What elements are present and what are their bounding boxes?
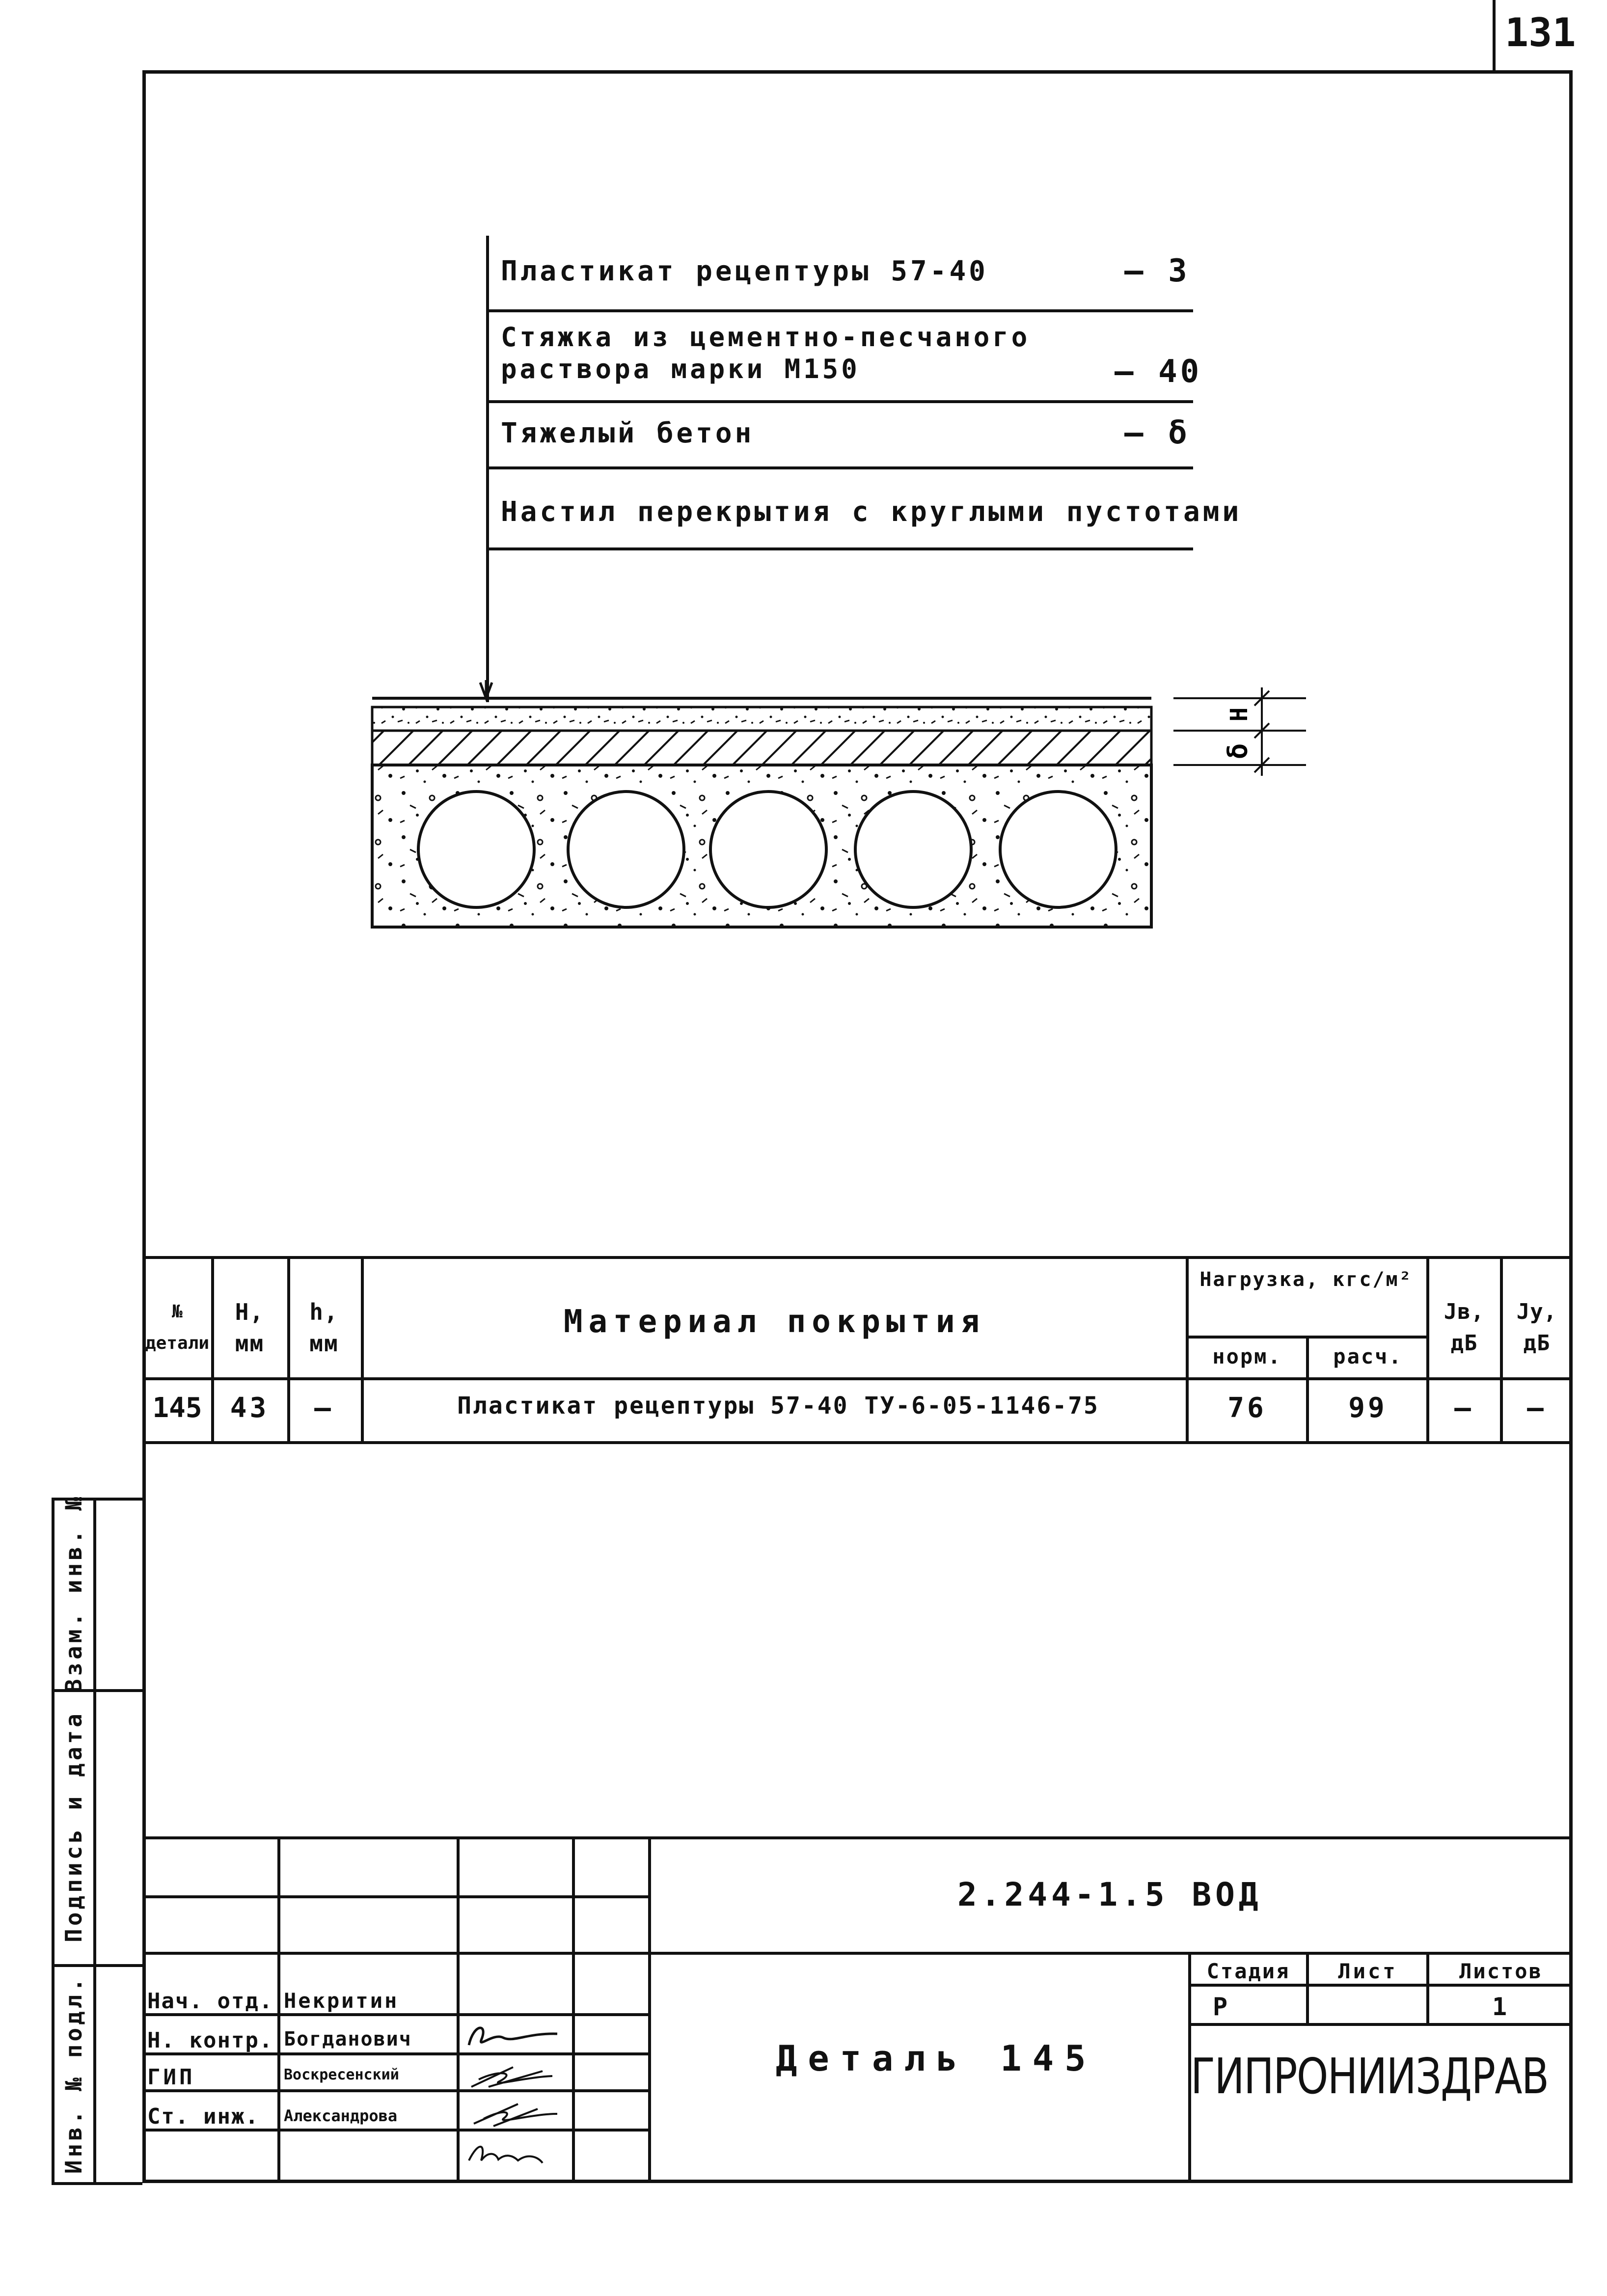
- sheets-value: 1: [1492, 1993, 1510, 2021]
- sig-role-1: Нач. отд.: [147, 1989, 273, 2014]
- layer-2-thickness: — 40: [1115, 354, 1202, 390]
- legend-rule-4: [486, 547, 1193, 550]
- header-jy: Jу, дБ: [1516, 1299, 1557, 1356]
- screed-layer: [372, 707, 1151, 731]
- sig-name-1: Некритин: [284, 1989, 399, 2013]
- title-block-mid-rule: [648, 1952, 1573, 1955]
- page-number-divider: [1493, 0, 1496, 71]
- cell-H: 43: [230, 1392, 270, 1424]
- page-number: 131: [1505, 10, 1576, 55]
- layer-1-thickness: — 3: [1124, 253, 1190, 289]
- sheet-label: Лист: [1338, 1959, 1398, 1983]
- header-h: h, мм: [309, 1299, 339, 1357]
- cell-jy: —: [1527, 1392, 1547, 1424]
- dim-delta-label: δ: [1223, 743, 1253, 760]
- sig-name-4: Александрова: [284, 2106, 398, 2125]
- side-stamp-divider: [93, 1498, 96, 2185]
- header-load-norm: норм.: [1212, 1344, 1282, 1368]
- table-row-bottom-rule: [142, 1441, 1573, 1444]
- void-4: [855, 792, 971, 907]
- sig-rule-5: [142, 2089, 648, 2092]
- sig-rule-2: [142, 1952, 648, 1955]
- stage-label: Стадия: [1206, 1959, 1290, 1983]
- header-H: H, мм: [235, 1299, 265, 1357]
- legend-rule-1: [486, 309, 1193, 312]
- legend-rule-2: [486, 400, 1193, 403]
- sig-role-4: Ст. инж.: [147, 2104, 259, 2129]
- header-jb: Jв, дБ: [1444, 1299, 1485, 1356]
- dim-h-label: H: [1226, 707, 1253, 722]
- layer-4-name: Настил перекрытия с круглыми пустотами: [501, 496, 1242, 528]
- sheets-label: Листов: [1459, 1959, 1543, 1983]
- document-code: 2.244-1.5 ВОД: [957, 1876, 1262, 1913]
- drawing-frame: [142, 70, 1573, 2183]
- layer-3-thickness: — δ: [1124, 415, 1190, 451]
- layer-1-name: Пластикат рецептуры 57-40: [501, 255, 988, 287]
- dimension-lines: [1173, 687, 1306, 776]
- cell-calc: 99: [1348, 1392, 1388, 1424]
- floor-section-drawing: [344, 653, 1326, 972]
- cell-h: —: [314, 1392, 334, 1424]
- side-stamp-signature-date: Подпись и дата: [60, 1711, 87, 1942]
- legend-rule-3: [486, 466, 1193, 469]
- side-stamp-replacement-inv: Взам. инв. №: [60, 1494, 87, 1693]
- cell-material: Пластикат рецептуры 57-40 ТУ-6-05-1146-75: [457, 1392, 1099, 1420]
- header-load-calc: расч.: [1333, 1344, 1403, 1368]
- stage-header-rule: [1188, 1984, 1573, 1987]
- cell-norm: 76: [1227, 1392, 1267, 1424]
- organization-name: ГИПРОНИИЗДРАВ: [1191, 2048, 1549, 2105]
- sig-name-2: Богданович: [284, 2028, 412, 2050]
- title-block-top-rule: [142, 1836, 1573, 1839]
- layer-2-name-line2: раствора марки М150: [501, 354, 860, 384]
- void-3: [710, 792, 826, 907]
- void-2: [568, 792, 684, 907]
- cell-detail-no: 145: [152, 1392, 202, 1424]
- handwritten-signatures: [459, 2013, 572, 2180]
- sig-rule-1: [142, 1895, 648, 1898]
- sig-role-3: ГИП: [147, 2065, 195, 2090]
- col-divider-3: [361, 1256, 364, 1443]
- header-detail-no: № детали: [145, 1302, 210, 1353]
- title-block-main-divider: [648, 1836, 651, 2183]
- sig-name-3: Воскресенский: [284, 2066, 399, 2083]
- table-header-bottom-rule: [142, 1377, 1573, 1380]
- side-stamp-inv-no: Инв. № подл.: [60, 1975, 87, 2174]
- layer-2-name-line1: Стяжка из цементно-песчаного: [501, 322, 1031, 353]
- stage-values-rule: [1188, 2023, 1573, 2026]
- heavy-concrete-layer: [372, 731, 1151, 765]
- cell-jb: —: [1454, 1392, 1474, 1424]
- leader-arrow: [480, 680, 492, 698]
- layer-3-name: Тяжелый бетон: [501, 417, 755, 449]
- table-top-rule: [142, 1256, 1573, 1259]
- header-load: Нагрузка, кгс/м²: [1199, 1268, 1413, 1291]
- sheet-title: Деталь 145: [776, 2038, 1097, 2079]
- header-material: Материал покрытия: [563, 1304, 986, 1340]
- stage-value: Р: [1213, 1993, 1231, 2021]
- void-1: [418, 792, 534, 907]
- void-5: [1000, 792, 1116, 907]
- sig-role-2: Н. контр.: [147, 2028, 273, 2053]
